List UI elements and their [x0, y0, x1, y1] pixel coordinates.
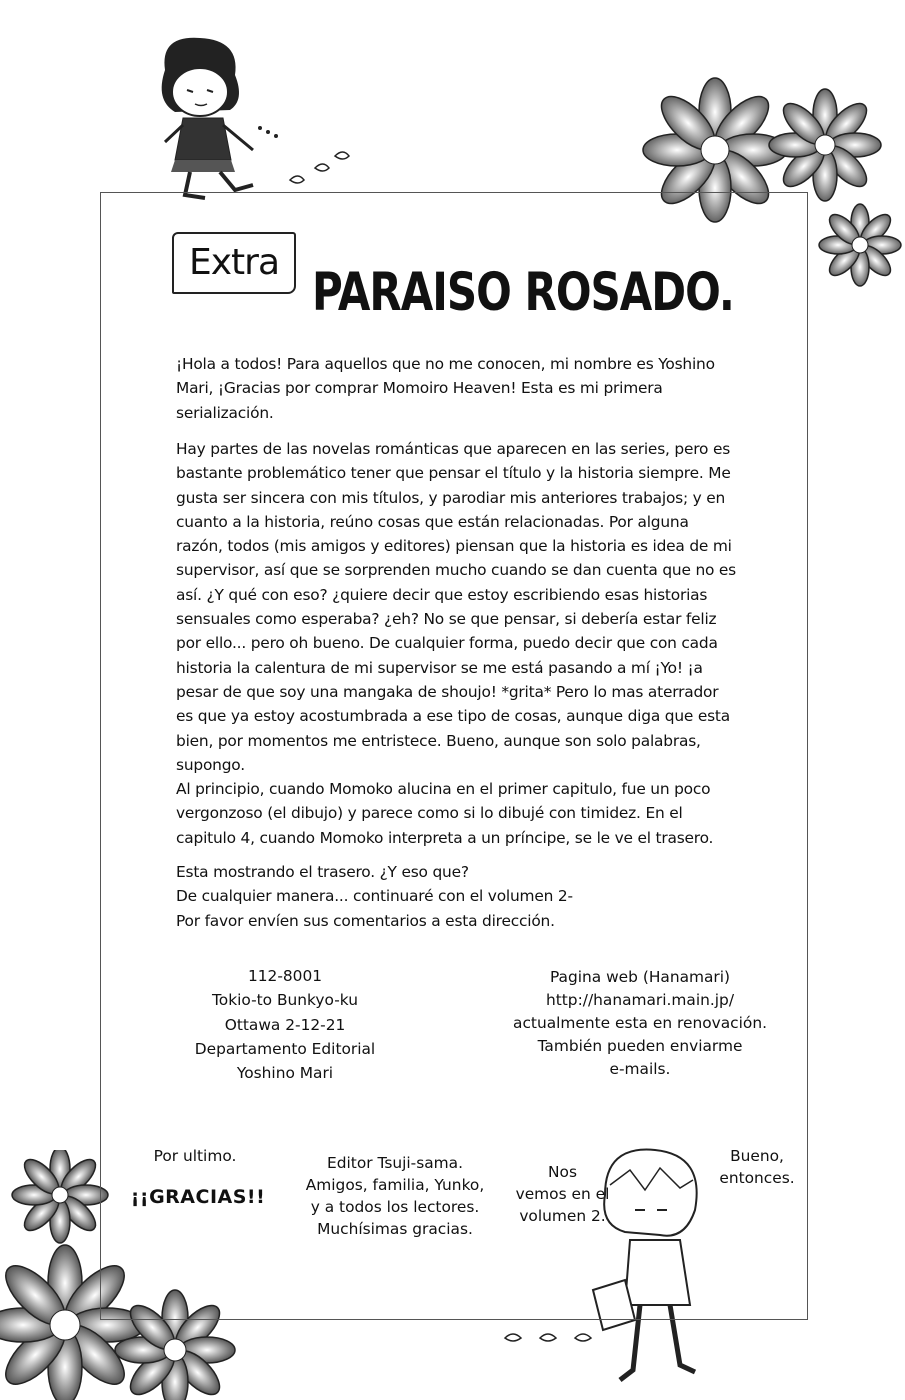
flower-small: [819, 204, 901, 286]
paragraph-main: Hay partes de las novelas románticas que aparecen en las series, pero es bastante problemático tener que pensar el título y la historia siempre. Me gusta ser sincera con mis títulos, y parodiar mis anteriores trabajos; y en cuanto a la historia, reúno cosas que están relacionadas. Por alguna razón, todos (mis amigos y editores) piensan que la historia es idea de mi supervisor, así que se sorprenden mucho cuando se dan cuenta que no es así. ¿Y qué con eso? ¿quiere decir que estoy escribiendo esas historias sensuales como esperaba? ¿eh? No se que pensar, si debería estar feliz por ello... pero oh bueno. De cualquier forma, puedo decir que con cada historia la calentura de mi supervisor se me está pasando a mí ¡Yo! ¡a pesar de que soy una mangaka de shoujo! *grita* Pero lo mas aterrador es que ya estoy acostumbrada a ese tipo de cosas, aunque diga que esta bien, por momentos me entristece. Bueno, aunque son solo palabras, supongo.: [176, 440, 736, 774]
thanks-line: Amigos, familia, Yunko,: [305, 1176, 485, 1194]
page-title: PARAISO ROSADO.: [312, 261, 734, 323]
main-paragraph-block: [176, 437, 736, 850]
paragraph-direccion: Por favor envíen sus comentarios a esta dirección.: [176, 911, 555, 930]
closing-lines-block: [176, 860, 736, 933]
thanks-line: Editor Tsuji-sama.: [327, 1154, 463, 1172]
address-line: Ottawa 2-12-21: [224, 1015, 346, 1034]
intro-paragraph-block: [176, 352, 736, 425]
thanks-note: [295, 1152, 495, 1240]
web-line: actualmente esta en renovación.: [513, 1014, 767, 1032]
website-info: [495, 966, 785, 1081]
nos-vemos-note: [505, 1161, 620, 1227]
footprints-decoration: [500, 1326, 610, 1350]
chibi-girl-running-illustration: [135, 30, 365, 205]
bueno-note: [712, 1145, 802, 1189]
web-line: e-mails.: [609, 1060, 671, 1078]
bueno-line: Bueno,: [730, 1147, 784, 1165]
nos-vemos-line: Nos: [548, 1163, 577, 1181]
thanks-line: Muchísimas gracias.: [317, 1220, 473, 1238]
por-ultimo-note: Por ultimo.: [153, 1147, 237, 1165]
paragraph-volumen: De cualquier manera... continuaré con el volumen 2-: [176, 887, 573, 906]
web-line: También pueden enviarme: [537, 1037, 743, 1055]
flower-medium: [769, 89, 881, 201]
nos-vemos-line: vemos en el: [515, 1185, 610, 1203]
address-line: Tokio-to Bunkyo-ku: [212, 991, 358, 1010]
thanks-line: y a todos los lectores.: [310, 1198, 480, 1216]
address-line: 112-8001: [247, 967, 323, 985]
web-url: http://hanamari.main.jp/: [545, 991, 735, 1009]
web-line: Pagina web (Hanamari): [549, 968, 731, 986]
paragraph-principio: Al principio, cuando Momoko alucina en el primer capitulo, fue un poco vergonzoso (el dibujo) y parece como si lo dibujé con timidez. En el capitulo 4, cuando Momoko interpreta a un príncipe, se le ve el trasero.: [176, 780, 714, 847]
gracias-note: ¡¡GRACIAS!!: [130, 1186, 266, 1208]
nos-vemos-line: volumen 2.: [519, 1207, 606, 1225]
paragraph-intro: ¡Hola a todos! Para aquellos que no me conocen, mi nombre es Yoshino Mari, ¡Gracias por comprar Momoiro Heaven! Esta es mi primera serialización.: [176, 355, 715, 422]
extra-badge: Extra: [172, 232, 296, 294]
address-line: Yoshino Mari: [236, 1064, 334, 1083]
paragraph-trasero: Esta mostrando el trasero. ¿Y eso que?: [176, 863, 469, 881]
mailing-address: [180, 964, 390, 1085]
bueno-line: entonces.: [719, 1169, 795, 1187]
address-line: Departamento Editorial: [194, 1039, 376, 1058]
